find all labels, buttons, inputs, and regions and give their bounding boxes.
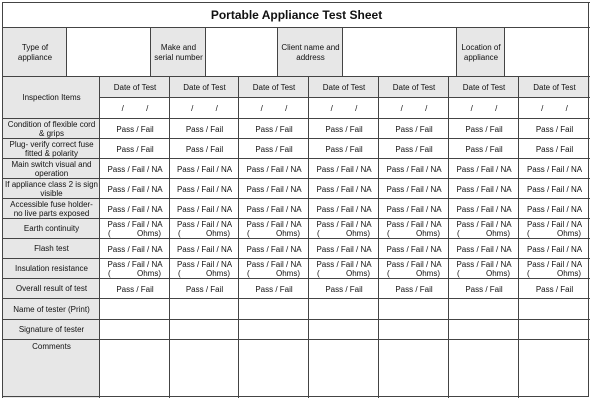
signature-of-tester-field[interactable] [169,319,239,340]
result-cell[interactable] [238,258,309,279]
result-cell[interactable]: Pass / Fail [169,118,239,139]
result-cell[interactable]: Pass / Fail / NA [308,178,379,199]
result-cell[interactable]: Pass / Fail [308,118,379,139]
date-of-test-field[interactable]: / / [99,97,170,119]
name-of-tester-label: Name of tester (Print) [2,298,100,320]
result-cell[interactable]: Pass / Fail [518,278,590,299]
result-options: Pass / Fail / NA [107,220,163,229]
result-cell[interactable]: Pass / Fail [518,118,590,139]
result-options: Pass / Fail / NA [246,220,302,229]
date-of-test-field[interactable]: / / [378,97,449,119]
result-cell[interactable]: Pass / Fail / NA [378,238,449,259]
ohms-reading [449,229,519,238]
comments-field[interactable] [518,339,590,398]
result-options: Pass / Fail / NA [176,260,233,269]
ohms-open-paren: ( [387,229,390,238]
date-of-test-header: Date of Test [308,76,379,98]
result-cell[interactable]: Pass / Fail / NA [448,178,519,199]
date-of-test-header: Date of Test [99,76,170,98]
result-cell[interactable]: Pass / Fail [448,278,519,299]
result-cell[interactable]: Pass / Fail [448,138,519,159]
result-cell[interactable]: Pass / Fail / NA [99,198,170,219]
inspection-item-label: Plug- verify correct fuse fitted & polarity [2,138,100,159]
ohms-reading [239,269,309,278]
inspection-item-label: Overall result of test [2,278,100,299]
ohms-unit: Ohms) [557,269,581,278]
result-cell[interactable]: Pass / Fail / NA [378,198,449,219]
date-of-test-header: Date of Test [518,76,590,98]
signature-of-tester-field[interactable] [308,319,379,340]
result-cell[interactable] [378,258,449,279]
name-of-tester-field[interactable] [308,298,379,320]
result-cell[interactable]: Pass / Fail [308,278,379,299]
inspection-item-label: Earth continuity [2,218,100,239]
comments-field[interactable] [448,339,519,398]
ohms-unit: Ohms) [137,269,161,278]
result-cell[interactable]: Pass / Fail / NA [169,178,239,199]
ohms-unit: Ohms) [206,269,230,278]
ohms-unit: Ohms) [346,269,370,278]
result-cell[interactable]: Pass / Fail [378,278,449,299]
result-cell[interactable]: Pass / Fail [378,118,449,139]
ohms-unit: Ohms) [486,269,510,278]
ohms-unit: Ohms) [276,229,300,238]
result-cell[interactable]: Pass / Fail / NA [378,158,449,179]
result-cell[interactable]: Pass / Fail / NA [518,198,590,219]
result-cell[interactable]: Pass / Fail [238,278,309,299]
ohms-open-paren: ( [247,229,250,238]
signature-of-tester-field[interactable] [99,319,170,340]
name-of-tester-field[interactable] [448,298,519,320]
ohms-unit: Ohms) [206,229,230,238]
result-cell[interactable] [448,258,519,279]
result-cell[interactable]: Pass / Fail / NA [169,238,239,259]
signature-of-tester-label: Signature of tester [2,319,100,340]
date-of-test-field[interactable]: / / [169,97,239,119]
ohms-open-paren: ( [247,269,250,278]
result-cell[interactable]: Pass / Fail [99,138,170,159]
result-cell[interactable] [308,218,379,239]
ohms-open-paren: ( [457,269,460,278]
result-cell[interactable]: Pass / Fail / NA [169,198,239,219]
name-of-tester-field[interactable] [238,298,309,320]
inspection-item-label: Insulation resistance [2,258,100,279]
signature-of-tester-field[interactable] [378,319,449,340]
comments-field[interactable] [308,339,379,398]
result-options: Pass / Fail / NA [456,260,512,269]
client-name-address-field[interactable] [342,27,457,77]
result-cell[interactable] [169,218,239,239]
result-cell[interactable] [169,258,239,279]
inspection-item-label: Condition of flexible cord & grips [2,118,100,139]
ohms-unit: Ohms) [137,229,161,238]
ohms-unit: Ohms) [276,269,300,278]
result-options: Pass / Fail / NA [316,220,372,229]
date-of-test-field[interactable]: / / [518,97,590,119]
ohms-reading [449,269,519,278]
result-options: Pass / Fail / NA [526,260,583,269]
make-serial-number-label: Make and serial number [150,27,206,77]
ohms-unit: Ohms) [346,229,370,238]
ohms-reading [170,229,239,238]
result-cell[interactable] [518,258,590,279]
result-cell[interactable]: Pass / Fail / NA [518,178,590,199]
result-cell[interactable]: Pass / Fail [378,138,449,159]
ohms-reading [100,269,170,278]
sheet-title: Portable Appliance Test Sheet [2,2,590,27]
signature-of-tester-field[interactable] [238,319,309,340]
result-cell[interactable]: Pass / Fail / NA [518,158,590,179]
name-of-tester-field[interactable] [518,298,590,320]
ohms-open-paren: ( [178,229,181,238]
comments-field[interactable] [238,339,309,398]
result-cell[interactable]: Pass / Fail / NA [99,178,170,199]
comments-field[interactable] [99,339,170,398]
ohms-open-paren: ( [108,269,111,278]
date-of-test-header: Date of Test [238,76,309,98]
result-cell[interactable]: Pass / Fail [99,118,170,139]
ohms-reading [519,229,590,238]
result-options: Pass / Fail / NA [456,220,512,229]
result-cell[interactable]: Pass / Fail [518,138,590,159]
ohms-unit: Ohms) [557,229,581,238]
result-cell[interactable]: Pass / Fail [308,138,379,159]
result-cell[interactable]: Pass / Fail / NA [308,238,379,259]
ohms-open-paren: ( [527,229,530,238]
result-cell[interactable]: Pass / Fail / NA [238,198,309,219]
ohms-reading [309,269,379,278]
result-cell[interactable] [308,258,379,279]
result-cell[interactable]: Pass / Fail / NA [238,238,309,259]
result-options: Pass / Fail / NA [526,220,583,229]
signature-of-tester-field[interactable] [448,319,519,340]
ohms-open-paren: ( [108,229,111,238]
result-cell[interactable]: Pass / Fail [238,138,309,159]
name-of-tester-field[interactable] [99,298,170,320]
ohms-open-paren: ( [387,269,390,278]
name-of-tester-field[interactable] [169,298,239,320]
result-cell[interactable]: Pass / Fail / NA [448,158,519,179]
ohms-reading [519,269,590,278]
result-cell[interactable] [378,218,449,239]
result-cell[interactable]: Pass / Fail / NA [308,158,379,179]
ohms-unit: Ohms) [416,229,440,238]
result-cell[interactable] [448,218,519,239]
result-cell[interactable]: Pass / Fail / NA [448,198,519,219]
ohms-open-paren: ( [317,229,320,238]
ohms-reading [379,229,449,238]
result-cell[interactable] [99,258,170,279]
inspection-item-label: If appliance class 2 is sign visible [2,178,100,199]
comments-field[interactable] [378,339,449,398]
location-of-appliance-label: Location of appliance [456,27,505,77]
comments-field[interactable] [169,339,239,398]
ohms-reading [239,229,309,238]
type-of-appliance-label: Type of appliance [2,27,67,77]
client-name-address-label: Client name and address [277,27,343,77]
result-cell[interactable]: Pass / Fail [448,118,519,139]
result-cell[interactable]: Pass / Fail / NA [378,178,449,199]
date-of-test-field[interactable]: / / [238,97,309,119]
make-serial-number-field[interactable] [205,27,278,77]
name-of-tester-field[interactable] [378,298,449,320]
result-options: Pass / Fail / NA [386,220,442,229]
result-cell[interactable]: Pass / Fail [169,278,239,299]
ohms-unit: Ohms) [486,229,510,238]
result-options: Pass / Fail / NA [316,260,372,269]
ohms-unit: Ohms) [416,269,440,278]
ohms-open-paren: ( [527,269,530,278]
result-cell[interactable]: Pass / Fail / NA [518,238,590,259]
result-cell[interactable]: Pass / Fail / NA [238,158,309,179]
date-of-test-header: Date of Test [448,76,519,98]
ohms-open-paren: ( [178,269,181,278]
result-cell[interactable]: Pass / Fail / NA [238,178,309,199]
result-cell[interactable]: Pass / Fail / NA [99,238,170,259]
location-of-appliance-field[interactable] [504,27,590,77]
ohms-reading [309,229,379,238]
date-of-test-field[interactable]: / / [448,97,519,119]
result-cell[interactable]: Pass / Fail / NA [99,158,170,179]
ohms-reading [170,269,239,278]
inspection-item-label: Flash test [2,238,100,259]
ohms-reading [100,229,170,238]
result-options: Pass / Fail / NA [246,260,302,269]
inspection-items-label: Inspection Items [2,76,100,119]
result-options: Pass / Fail / NA [176,220,233,229]
result-options: Pass / Fail / NA [107,260,163,269]
result-cell[interactable]: Pass / Fail / NA [308,198,379,219]
date-of-test-header: Date of Test [169,76,239,98]
result-options: Pass / Fail / NA [386,260,442,269]
date-of-test-field[interactable]: / / [308,97,379,119]
inspection-item-label: Main switch visual and operation [2,158,100,179]
result-cell[interactable]: Pass / Fail / NA [169,158,239,179]
result-cell[interactable] [238,218,309,239]
result-cell[interactable]: Pass / Fail [99,278,170,299]
ohms-open-paren: ( [457,229,460,238]
result-cell[interactable]: Pass / Fail [169,138,239,159]
result-cell[interactable]: Pass / Fail / NA [448,238,519,259]
result-cell[interactable] [518,218,590,239]
type-of-appliance-field[interactable] [66,27,151,77]
date-of-test-header: Date of Test [378,76,449,98]
signature-of-tester-field[interactable] [518,319,590,340]
comments-label: Comments [2,339,100,398]
result-cell[interactable] [99,218,170,239]
result-cell[interactable]: Pass / Fail [238,118,309,139]
inspection-item-label: Accessible fuse holder- no live parts exposed [2,198,100,219]
ohms-open-paren: ( [317,269,320,278]
ohms-reading [379,269,449,278]
